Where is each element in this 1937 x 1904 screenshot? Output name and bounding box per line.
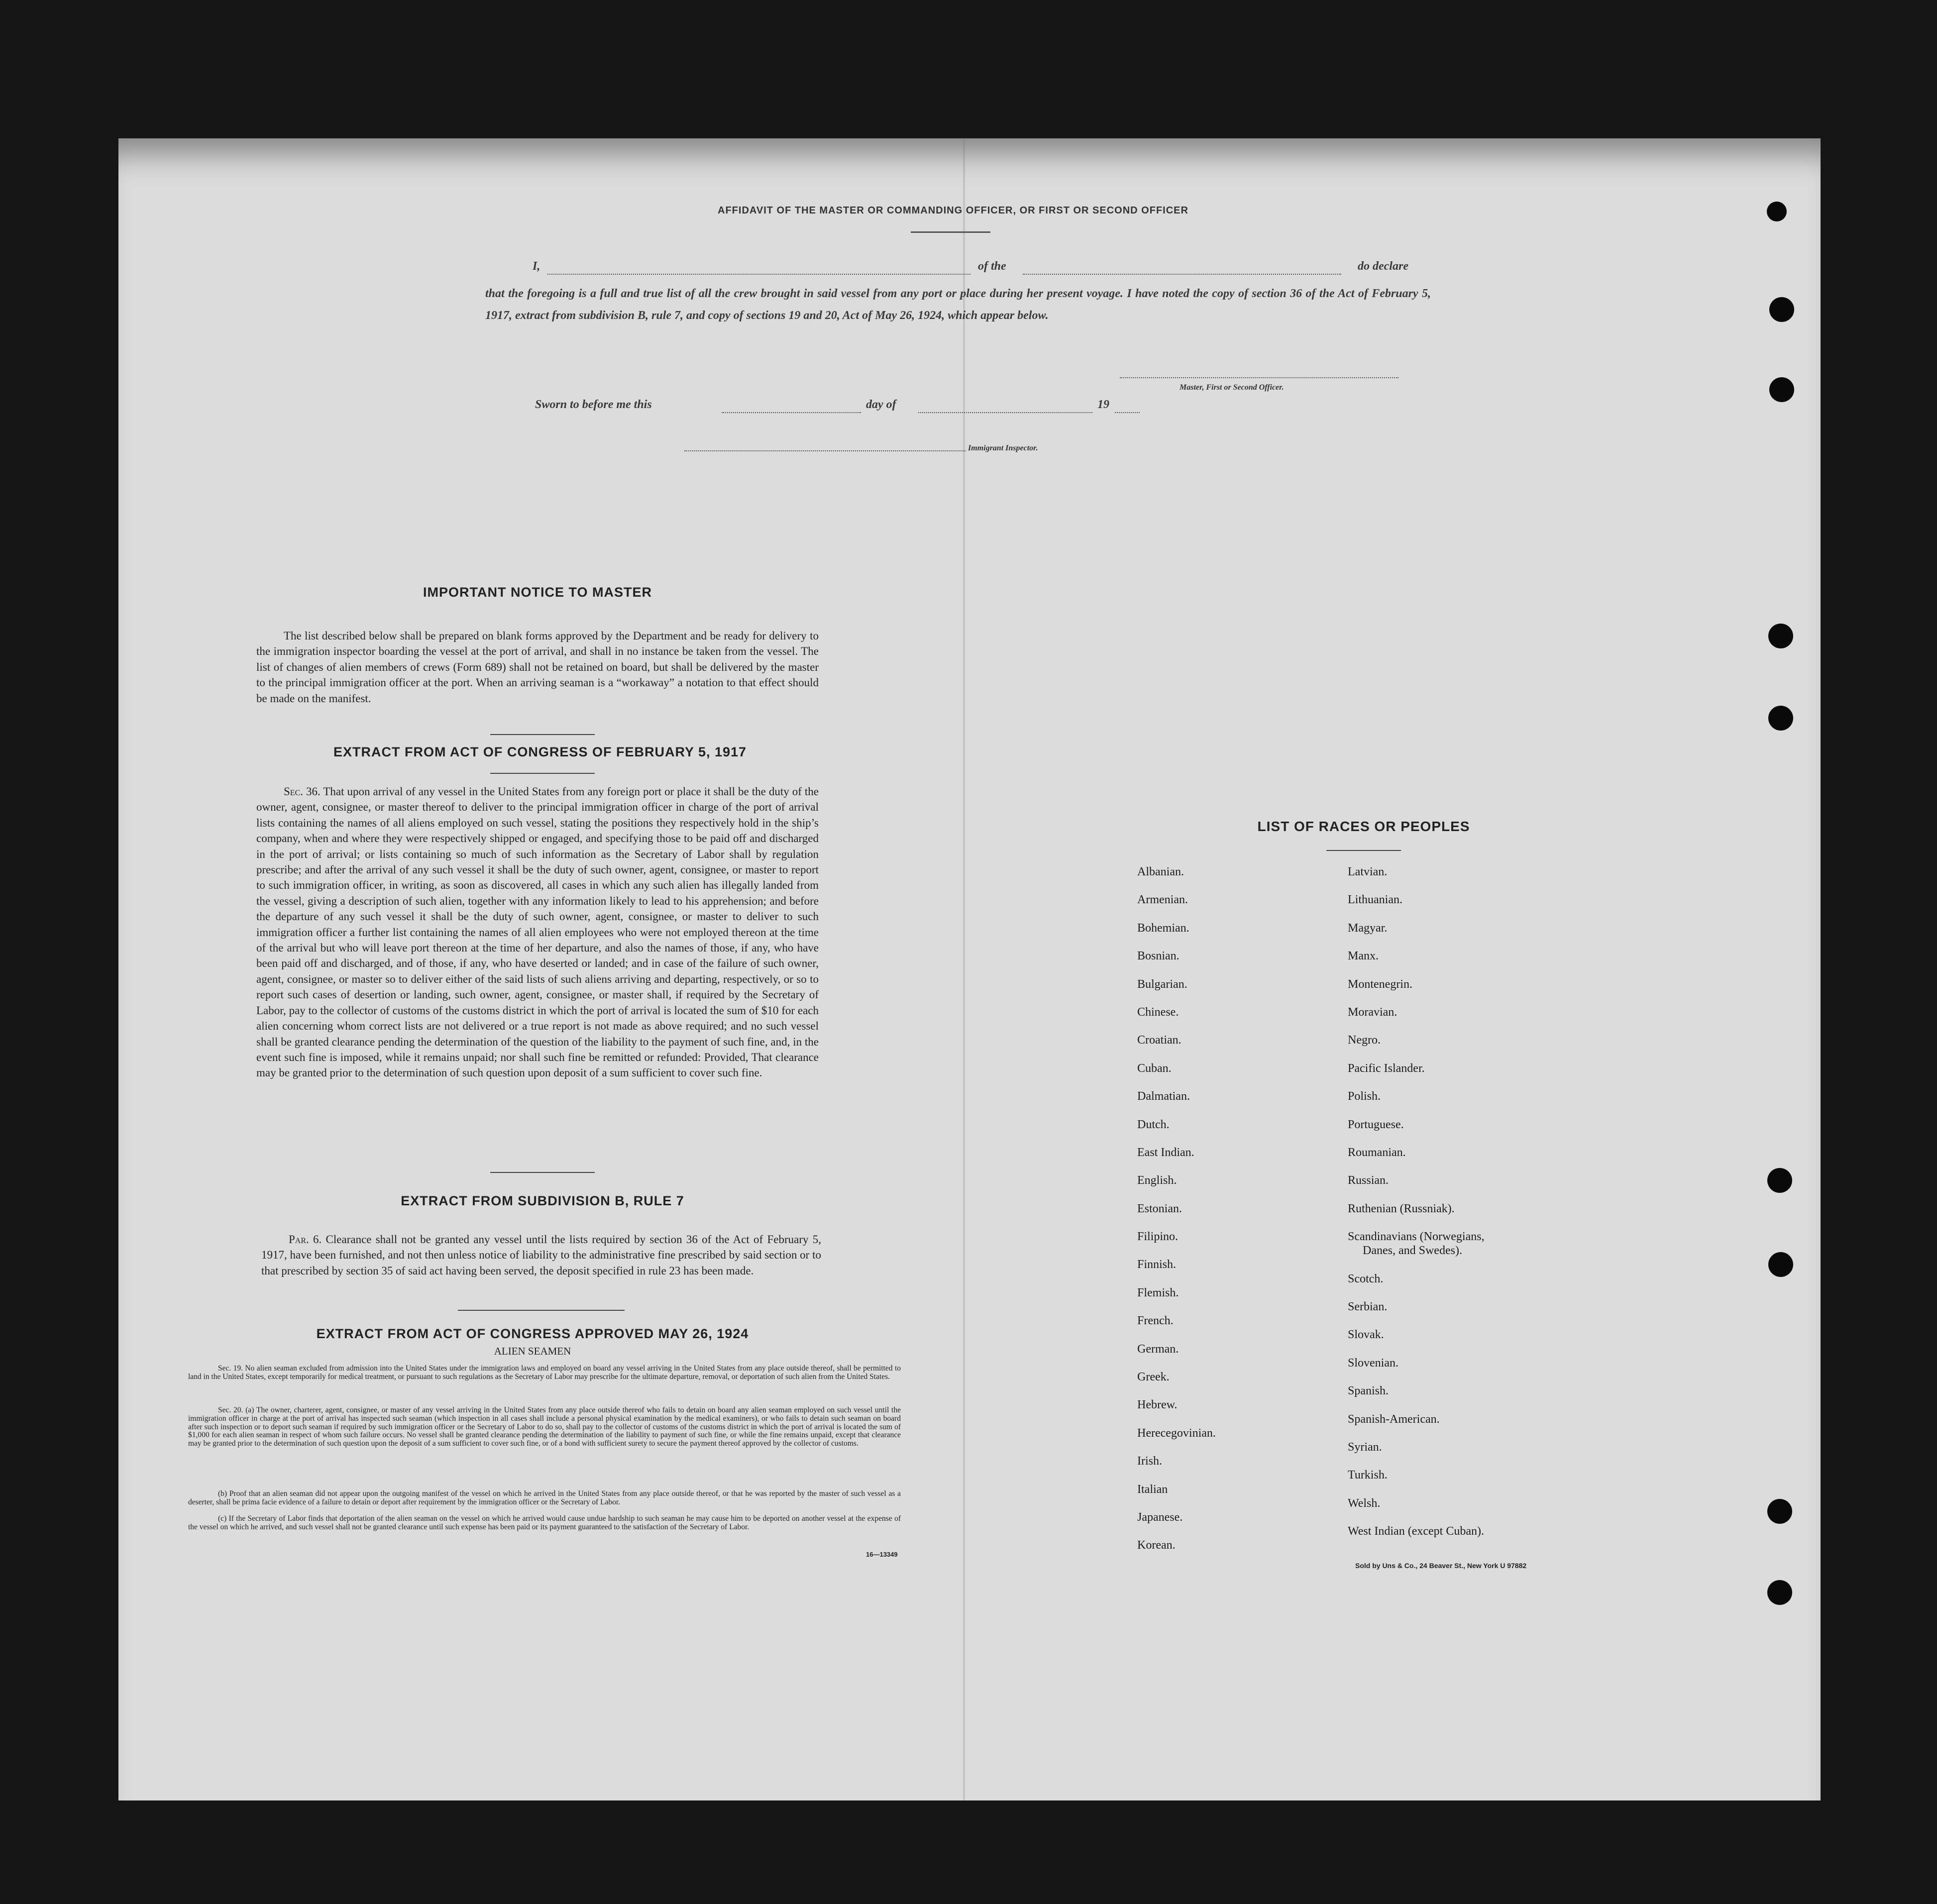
race-item: Greek. [1137,1371,1170,1384]
race-item: Dalmatian. [1137,1090,1190,1103]
sec-36-label: Sec. 36. [284,785,321,798]
race-item: Spanish. [1348,1384,1389,1398]
race-item: Italian [1137,1482,1168,1496]
year-prefix: 19 [1097,398,1109,411]
race-item: Turkish. [1348,1469,1388,1482]
binder-hole [1767,1168,1792,1193]
race-item: Montenegrin. [1348,977,1412,991]
affidavit-i: I, [533,260,540,273]
race-item: French. [1137,1314,1174,1328]
race-item: Armenian. [1137,893,1188,907]
race-item: German. [1137,1342,1179,1356]
race-item: Syrian. [1348,1441,1382,1454]
race-item: Manx. [1348,950,1379,963]
name-blank[interactable] [547,274,970,275]
race-item: Japanese. [1137,1510,1183,1524]
affidavit-rule [911,231,990,233]
master-signature-line[interactable] [1120,377,1399,378]
race-item: Flemish. [1137,1286,1179,1299]
par-6-label: Par. 6. [289,1233,322,1246]
race-item: Slovenian. [1348,1356,1399,1370]
sec-36-text: That upon arrival of any vessel in the United States from any foreign port or place it shall be the duty of the owner, agent, consignee, or master thereof to deliver to the principal immigration officer in charge of the port of arrival lists containing the names of all aliens employed on such vessel, stating the positions they respectively hold in the ship’s company, when and where they were respectively shipped or engaged, and specifying those to be paid off and discharged in the port of arrival; or lists containing so much of such information as the Secretary of Labor shall by regulation prescribe; and after the arrival of any such vessel it shall be the duty of such owner, agent, consignee, or master to report to such immigration officer, in writing, as soon as discovered, all cases in which any such alien has illegally landed from the vessel, giving a description of such alien, together with any information likely to lead to his apprehension; and before the departure of any such vessel it shall be the duty of such owner, agent, consignee, or master to deliver to such immigration officer a further list containing the names of all alien employees who were not employed thereon at the time of the arrival but who will leave port thereon at the time of her departure, and also the names of those, if any, who have been paid off and discharged, and of those, if any, who have deserted or landed; and in case of the failure of such owner, agent, consignee, or master so to deliver either of the said lists of such aliens arriving and departing, respectively, or so to report such cases of desertion or landing, such owner, agent, consignee, or master shall, if required by the Secretary of Labor, pay to the collector of customs of the customs district in which the port of arrival is located the sum of $10 for each alien concerning whom correct lists are not delivered or a true report is not made as above required; and no such vessel shall be granted clearance pending the determination of the question of the liability to the payment of such fine, and, in the event such fine is imposed, while it remains unpaid; nor shall such fine be remitted or refunded: Provided, That clearance may be granted prior to the determination of such question upon deposit of a sum sufficient to cover such fine. [256,785,819,1079]
extract-rule7-body [261,1232,821,1278]
race-item: Spanish-American. [1348,1412,1440,1426]
race-item: East Indian. [1137,1146,1194,1159]
binder-hole [1768,1252,1793,1277]
extract-1917-body [256,784,819,1081]
race-item-scandinavians [1348,1230,1485,1272]
binder-hole [1767,1499,1792,1524]
race-item: Filipino. [1137,1230,1179,1244]
day-blank[interactable] [722,412,861,413]
race-item: Pacific Islander. [1348,1061,1425,1075]
races-right-column [1348,865,1485,1553]
race-item: Hebrew. [1137,1398,1178,1412]
vessel-blank[interactable] [1023,274,1341,275]
affidavit-do-declare: do declare [1358,260,1408,273]
affidavit-title: AFFIDAVIT OF THE MASTER OR COMMANDING OFFICER, OR FIRST OR SECOND OFFICER [718,205,1188,216]
extract-1917-title: EXTRACT FROM ACT OF CONGRESS OF FEBRUARY 5, 1917 [333,744,747,759]
binder-hole [1769,377,1794,402]
printer-imprint: Sold by Uns & Co., 24 Beaver St., New York U 97882 [1355,1562,1527,1570]
affidavit-of-the: of the [978,260,1006,273]
extract-1924-title: EXTRACT FROM ACT OF CONGRESS APPROVED MAY 26, 1924 [316,1326,749,1341]
sworn-prefix: Sworn to before me this [535,398,652,411]
race-item: Portuguese. [1348,1118,1404,1131]
binder-hole [1767,1580,1792,1605]
race-item: Irish. [1137,1455,1162,1468]
form-number: 16—13349 [866,1551,898,1558]
section-rule [490,734,595,735]
month-blank[interactable] [918,412,1092,413]
sec-19-text: Sec. 19. No alien seaman excluded from admission into the United States under the immigration laws and employed on board any vessel arriving in the United States from any place outside thereof, shall be permitted to land in the United States, except temporarily for medical treatment, or pursuant to such regulations as the Secretary of Labor may prescribe for the ultimate departure, removal, or deportation of such alien from the United States. [188,1364,901,1381]
sec-20a-text: Sec. 20. (a) The owner, charterer, agent, consignee, or master of any vessel arriving in the United States from any place outside thereof who fails to detain on board any alien seaman employed on such vessel until the immigration officer in charge at the port of arrival has inspected such seaman (which inspection in all cases shall include a personal physical examination by the medical examiners), or who fails to detain such seaman on board after such inspection or to deport such seaman if required by such immigration officer or the Secretary of Labor to do so, shall pay to the collector of customs of the customs district in which the port of arrival is located the sum of $1,000 for each alien seaman in respect of whom such failure occurs. No vessel shall be granted clearance pending the determination of the liability to payment of such fine, or while the fine remains unpaid, except that clearance may be granted prior to the determination of such question upon the deposit of a sum sufficient to cover such fine, or of a bond with sufficient surety to secure the payment thereof approved by the collector of customs. [188,1406,901,1448]
par-6-text: Clearance shall not be granted any vessel until the lists required by section 36 of the Act of February 5, 1917, have been furnished, and not then unless notice of liability to the administrative fine prescribed by said section or to that prescribed by section 35 of said act having been served, the deposit specified in rule 23 has been made. [261,1233,821,1277]
race-item: Albanian. [1137,865,1184,878]
race-item: Scotch. [1348,1272,1384,1285]
race-item: Welsh. [1348,1496,1381,1510]
race-item: Roumanian. [1348,1146,1406,1159]
section-rule [490,773,595,774]
race-item: Russian. [1348,1174,1389,1187]
race-item: Bulgarian. [1137,977,1187,991]
race-item-line: Scandinavians (Norwegians, [1348,1230,1485,1244]
race-item: Korean. [1137,1539,1176,1552]
extract-rule7-title: EXTRACT FROM SUBDIVISION B, RULE 7 [401,1193,684,1208]
race-item: Herecegovinian. [1137,1426,1216,1440]
inspector-label: Immigrant Inspector. [968,444,1038,452]
affidavit-body: that the foregoing is a full and true list of all the crew brought in said vessel from any port or place during her present voyage. I have noted the copy of section 36 of the Act of February 5, 1917, extract from subdivision B, rule 7, and copy of sections 19 and 20, Act of May 26, 1924, which appear below. [485,287,1431,322]
master-signature-label: Master, First or Second Officer. [1180,383,1284,392]
race-item: Finnish. [1137,1258,1177,1271]
section-rule [458,1310,625,1311]
race-item: Latvian. [1348,865,1388,878]
race-item: Slovak. [1348,1328,1384,1342]
race-item: Bosnian. [1137,950,1180,963]
notice-body: The list described below shall be prepared on blank forms approved by the Department and be ready for delivery to the immigration inspector boarding the vessel at the port of arrival, and shall in no instance be taken from the vessel. The list of changes of alien members of crews (Form 689) shall not be retained on board, but shall be delivered by the master to the principal immigration officer at the port. When an arriving seaman is a “workaway” a notation to that effect should be made on the manifest. [256,630,819,705]
center-fold [963,138,965,1800]
binder-hole [1768,706,1793,731]
race-item: Bohemian. [1137,921,1189,935]
race-item-line: Danes, and Swedes). [1363,1244,1462,1258]
races-left-column [1137,865,1216,1567]
extract-1924-subtitle: ALIEN SEAMEN [494,1345,571,1357]
year-blank[interactable] [1115,412,1140,413]
race-item: Serbian. [1348,1300,1388,1314]
race-item: Chinese. [1137,1005,1179,1019]
race-item: English. [1137,1174,1177,1187]
race-item: Moravian. [1348,1005,1398,1019]
binder-hole [1769,297,1794,322]
section-rule [490,1172,595,1173]
race-item: Magyar. [1348,921,1388,935]
sec-20b-text: (b) Proof that an alien seaman did not appear upon the outgoing manifest of the vessel on which he arrived in the United States from any place outside thereof, or that he was reported by the master of such vessel as a deserter, shall be prima facie evidence of a failure to detain or deport after requirement by the immigration officer or the Secretary of Labor. [188,1489,901,1506]
binder-hole [1768,624,1793,648]
race-item: Croatian. [1137,1034,1182,1047]
race-item: Negro. [1348,1034,1381,1047]
inspector-signature-line[interactable] [684,450,966,451]
race-item: Lithuanian. [1348,893,1402,907]
race-item: Cuban. [1137,1061,1172,1075]
notice-title: IMPORTANT NOTICE TO MASTER [423,585,652,600]
race-item: Polish. [1348,1090,1381,1103]
binder-hole [1767,202,1787,221]
races-title: LIST OF RACES OR PEOPLES [1257,819,1470,834]
sec-20c-text: (c) If the Secretary of Labor finds that deportation of the alien seaman on the vessel on which he arrived would cause undue hardship to such seaman he may cause him to be deported on another vessel at the expense of the vessel on which he arrived, and such vessel shall not be granted clearance until such expense has been paid or its payment guaranteed to the satisfaction of the Secretary of Labor. [188,1514,901,1531]
race-item: West Indian (except Cuban). [1348,1525,1484,1538]
race-item: Dutch. [1137,1118,1170,1131]
race-item: Ruthenian (Russniak). [1348,1202,1455,1215]
day-of: day of [866,398,896,411]
race-item: Estonian. [1137,1202,1182,1215]
races-rule [1326,850,1401,851]
